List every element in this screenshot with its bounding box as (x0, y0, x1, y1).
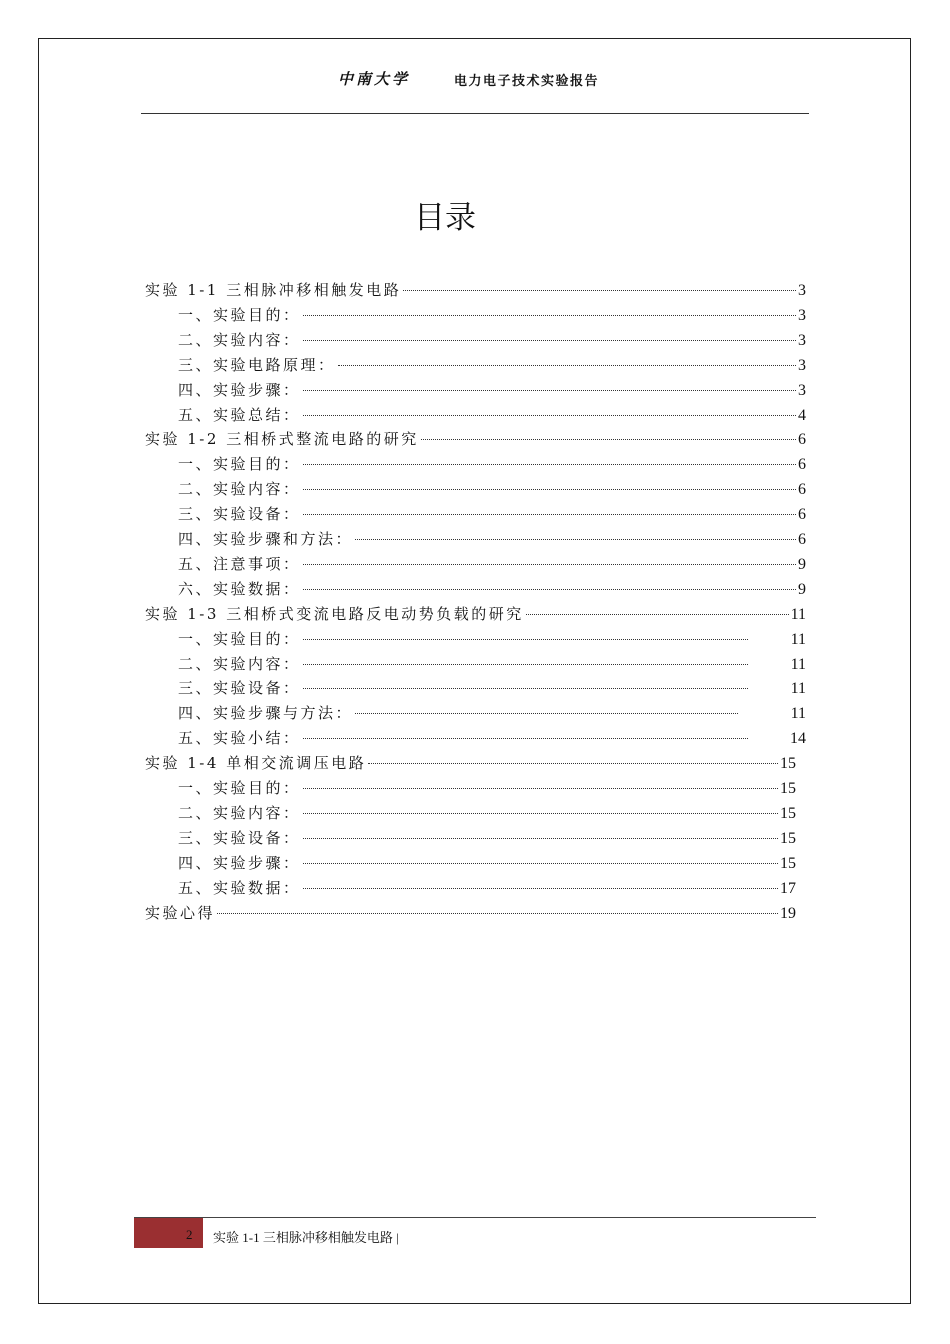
toc-entry[interactable] (178, 701, 806, 726)
toc-entry[interactable] (178, 876, 796, 901)
toc-entry-page: 15 (780, 829, 796, 847)
toc-dot-leader (303, 863, 778, 864)
footer-divider (134, 1217, 816, 1218)
toc-dot-leader (303, 390, 796, 391)
toc-entry-page: 9 (798, 580, 806, 598)
toc-entry-label: 五、实验数据： (178, 878, 301, 897)
header-divider (141, 113, 809, 114)
toc-dot-leader (355, 713, 738, 714)
toc-entry-label: 二、实验内容： (178, 654, 301, 673)
toc-entry-label: 一、实验目的： (178, 629, 301, 648)
toc-entry-label: 实验 1-3 三相桥式变流电路反电动势负载的研究 (145, 604, 524, 623)
toc-entry-label: 二、实验内容： (178, 803, 301, 822)
toc-entry-page: 11 (790, 605, 806, 623)
toc-entry-label: 二、实验内容： (178, 480, 301, 499)
toc-dot-leader (303, 888, 778, 889)
toc-entry[interactable] (178, 328, 806, 353)
toc-entry-page: 14 (790, 730, 806, 748)
toc-entry-label: 五、实验总结： (178, 405, 301, 424)
toc-dot-leader (303, 514, 796, 515)
toc-dot-leader (526, 614, 789, 615)
toc-entry[interactable] (178, 552, 806, 577)
header-school-name: 中南大学 (338, 70, 411, 88)
toc-entry-label: 三、实验设备： (178, 679, 301, 698)
header-report-title: 电力电子技术实验报告 (454, 74, 600, 89)
toc-dot-leader (303, 664, 748, 665)
toc-entry-label: 五、实验小结： (178, 729, 301, 748)
toc-entry[interactable] (178, 403, 806, 428)
toc-entry[interactable] (178, 452, 806, 477)
toc-entry-page: 17 (780, 879, 796, 897)
toc-entry-page: 11 (790, 655, 806, 673)
toc-title: 目录 (414, 200, 476, 236)
toc-entry[interactable] (145, 427, 806, 452)
toc-entry-label: 四、实验步骤： (178, 380, 301, 399)
toc-entry-label: 一、实验目的： (178, 305, 301, 324)
toc-dot-leader (303, 340, 796, 341)
toc-dot-leader (303, 564, 796, 565)
toc-entry-page: 6 (798, 431, 806, 449)
toc-entry-page: 4 (798, 406, 806, 424)
toc-entry[interactable] (178, 627, 806, 652)
toc-dot-leader (403, 290, 796, 291)
toc-dot-leader (303, 688, 748, 689)
toc-entry-page: 15 (780, 854, 796, 872)
toc-dot-leader (303, 464, 796, 465)
toc-entry[interactable] (178, 676, 806, 701)
page-header (0, 68, 950, 96)
toc-dot-leader (368, 763, 778, 764)
toc-dot-leader (421, 439, 796, 440)
footer-accent-block (134, 1218, 203, 1248)
toc-entry-page: 6 (798, 456, 806, 474)
toc-entry-page: 3 (798, 282, 806, 299)
toc-entry[interactable] (145, 751, 796, 776)
toc-entry-page: 15 (780, 755, 796, 773)
toc-entry-label: 五、注意事项： (178, 554, 301, 573)
toc-entry-label: 三、实验设备： (178, 828, 301, 847)
toc-dot-leader (303, 489, 796, 490)
toc-entry[interactable] (145, 901, 796, 926)
toc-dot-leader (303, 738, 748, 739)
toc-entry[interactable] (178, 303, 806, 328)
toc-entry-page: 3 (798, 381, 806, 399)
toc-dot-leader (355, 539, 796, 540)
toc-entry-page: 11 (790, 680, 806, 698)
toc-entry[interactable] (178, 502, 806, 527)
toc-dot-leader (303, 589, 796, 590)
toc-entry[interactable] (178, 851, 796, 876)
toc-entry[interactable] (178, 726, 806, 751)
toc-entry-page: 19 (780, 904, 796, 922)
toc-entry-page: 3 (798, 331, 806, 349)
toc-dot-leader (338, 365, 796, 366)
footer-page-number: 2 (186, 1227, 193, 1242)
toc-entry-label: 实验 1-1 三相脉冲移相触发电路 (145, 281, 402, 299)
toc-dot-leader (217, 913, 778, 914)
toc-entry-page: 15 (780, 780, 796, 797)
toc-entry-page: 9 (798, 555, 806, 573)
toc-entry[interactable] (178, 477, 806, 502)
toc-entry-label: 四、实验步骤与方法： (178, 704, 354, 723)
toc-entry-page: 6 (798, 506, 806, 524)
toc-entry-page: 11 (790, 630, 806, 648)
toc-entry-label: 实验 1-2 三相桥式整流电路的研究 (145, 430, 419, 449)
toc-entry-label: 一、实验目的： (178, 455, 301, 474)
toc-entry[interactable] (178, 776, 796, 801)
footer-running-title: 实验 1-1 三相脉冲移相触发电路 | (213, 1230, 399, 1245)
toc-dot-leader (303, 315, 796, 316)
toc-entry[interactable] (178, 353, 806, 378)
toc-entry-label: 三、实验电路原理： (178, 355, 336, 374)
toc-entry[interactable] (178, 652, 806, 677)
toc-entry[interactable] (145, 278, 806, 303)
toc-entry-label: 六、实验数据： (178, 579, 301, 598)
toc-entry[interactable] (178, 577, 806, 602)
toc-dot-leader (303, 813, 778, 814)
toc-entry-page: 15 (780, 804, 796, 822)
toc-entry-page: 11 (790, 705, 806, 723)
toc-entry-label: 二、实验内容： (178, 330, 301, 349)
toc-entry-label: 四、实验步骤和方法： (178, 530, 354, 548)
toc-dot-leader (303, 838, 778, 839)
toc-entry[interactable] (178, 527, 806, 552)
toc-entry-page: 6 (798, 481, 806, 499)
toc-entry-label: 三、实验设备： (178, 505, 301, 524)
toc-entry-label: 四、实验步骤： (178, 853, 301, 872)
toc-entry[interactable] (178, 378, 806, 403)
toc-entry-page: 3 (798, 306, 806, 324)
toc-dot-leader (303, 788, 778, 789)
toc-dot-leader (303, 639, 748, 640)
toc-entry-page: 3 (798, 356, 806, 374)
toc-entry[interactable] (178, 826, 796, 851)
toc-dot-leader (303, 415, 796, 416)
toc-entry-label: 实验 1-4 单相交流调压电路 (145, 754, 367, 773)
toc-entry-page: 6 (798, 531, 806, 548)
toc-entry-label: 一、实验目的： (178, 779, 301, 797)
toc-entry[interactable] (145, 602, 806, 627)
toc-entry[interactable] (178, 801, 796, 826)
toc-entry-label: 实验心得 (145, 903, 216, 922)
